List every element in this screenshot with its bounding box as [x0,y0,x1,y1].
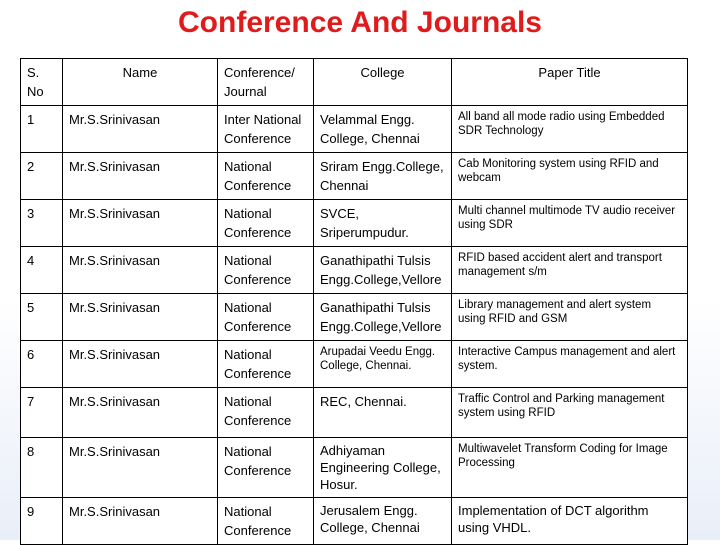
cell-name: Mr.S.Srinivasan [63,106,218,153]
cell-name: Mr.S.Srinivasan [63,498,218,545]
cell-sno: 9 [21,498,63,545]
cell-conference: National Conference [218,153,314,200]
header-conference-journal: Conference/ Journal [218,59,314,106]
cell-paper-title: All band all mode radio using Embedded SDR Technology [452,106,688,153]
table-row [21,341,688,388]
cell-name: Mr.S.Srinivasan [63,247,218,294]
cell-college: REC, Chennai. [314,388,452,438]
cell-college: SVCE, Sriperumpudur. [314,200,452,247]
cell-name: Mr.S.Srinivasan [63,388,218,438]
cell-name: Mr.S.Srinivasan [63,200,218,247]
cell-conference: National Conference [218,341,314,388]
cell-conference: National Conference [218,438,314,498]
cell-sno: 4 [21,247,63,294]
cell-college: Ganathipathi Tulsis Engg.College,Vellore [314,294,452,341]
cell-name: Mr.S.Srinivasan [63,438,218,498]
cell-college: Ganathipathi Tulsis Engg.College,Vellore [314,247,452,294]
cell-college: Arupadai Veedu Engg. College, Chennai. [314,341,452,388]
cell-paper-title: Cab Monitoring system using RFID and webcam [452,153,688,200]
table-row [21,438,688,498]
page-title: Conference And Journals [178,6,542,39]
table-row [21,106,688,153]
cell-paper-title: Library management and alert system using RFID and GSM [452,294,688,341]
cell-college: Jerusalem Engg. College, Chennai [314,498,452,545]
table-row [21,294,688,341]
cell-paper-title: Interactive Campus management and alert system. [452,341,688,388]
table-row [21,200,688,247]
cell-sno: 6 [21,341,63,388]
header-paper-title: Paper Title [452,59,688,106]
cell-conference: Inter National Conference [218,106,314,153]
cell-college: Velammal Engg. College, Chennai [314,106,452,153]
cell-college: Sriram Engg.College, Chennai [314,153,452,200]
header-name: Name [63,59,218,106]
cell-paper-title: Multiwavelet Transform Coding for Image Processing [452,438,688,498]
table-row [21,388,688,438]
table-row [21,498,688,545]
cell-paper-title: RFID based accident alert and transport management s/m [452,247,688,294]
table-row [21,153,688,200]
conference-table [20,58,688,545]
cell-sno: 5 [21,294,63,341]
cell-sno: 8 [21,438,63,498]
cell-paper-title: Traffic Control and Parking management system using RFID [452,388,688,438]
cell-conference: National Conference [218,498,314,545]
cell-sno: 2 [21,153,63,200]
cell-paper-title: Implementation of DCT algorithm using VHDL. [452,498,688,545]
table-row [21,247,688,294]
table-header-row [21,59,688,106]
cell-name: Mr.S.Srinivasan [63,153,218,200]
cell-sno: 3 [21,200,63,247]
cell-sno: 1 [21,106,63,153]
cell-conference: National Conference [218,294,314,341]
cell-sno: 7 [21,388,63,438]
cell-conference: National Conference [218,200,314,247]
cell-conference: National Conference [218,388,314,438]
header-sno: S. No [21,59,63,106]
cell-name: Mr.S.Srinivasan [63,341,218,388]
cell-conference: National Conference [218,247,314,294]
cell-name: Mr.S.Srinivasan [63,294,218,341]
cell-college: Adhiyaman Engineering College, Hosur. [314,438,452,498]
header-college: College [314,59,452,106]
cell-paper-title: Multi channel multimode TV audio receiver using SDR [452,200,688,247]
